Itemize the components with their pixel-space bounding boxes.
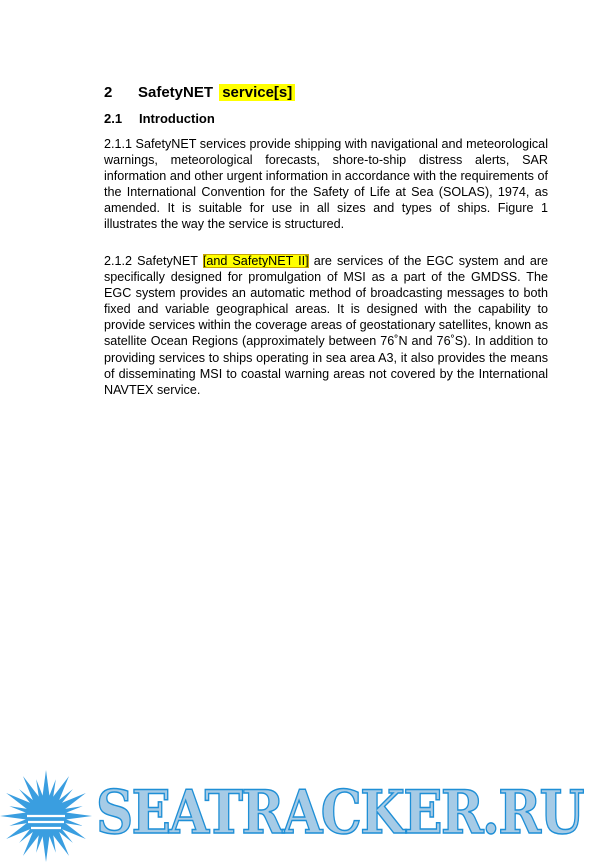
watermark — [0, 762, 603, 860]
subsection-title: Introduction — [139, 111, 215, 126]
paragraph-text-start: 2.1.2 SafetyNET — [104, 254, 203, 268]
subsection-number: 2.1 — [104, 111, 123, 126]
highlighted-insertion: [and SafetyNET II] — [202, 254, 309, 268]
paragraph-2-1-1: 2.1.1 SafetyNET services provide shipping with navigational and meteorological warnings, meteorological forecasts, shore-to-ship distress alerts, SAR information and other urgent information in accordance with the requirements of the International Convention for the Safety of Life at Sea (SOLAS), 1974, as amended. It is suitable for use in all sizes and types of ships. Figure 1 illustrates the way the service is structured. — [104, 137, 548, 232]
section-title: SafetyNET — [138, 84, 218, 101]
section-heading — [104, 84, 295, 101]
highlighted-title-text: service[s] — [219, 84, 295, 101]
sun-icon — [0, 770, 92, 862]
watermark-text: SEATRACKER.RU — [96, 778, 583, 848]
section-number: 2 — [104, 84, 113, 101]
paragraph-text-rest: are services of the EGC system and are specifically designed for promulgation of MSI as a part of the GMDSS. The EGC system provides an automatic method of broadcasting messages to both fixed and variable geographical areas. It is designed with the capability to provide services within the coverage areas of geostationary satellites, known as satellite Ocean Regions (approximately between 76˚N and 76˚S). In addition to providing services to ships operating in sea area A3, it also provides the means of disseminating MSI to coastal warning areas not covered by the International NAVTEX service. — [104, 254, 549, 397]
subsection-heading — [104, 111, 215, 126]
paragraph-2-1-2 — [104, 253, 548, 398]
